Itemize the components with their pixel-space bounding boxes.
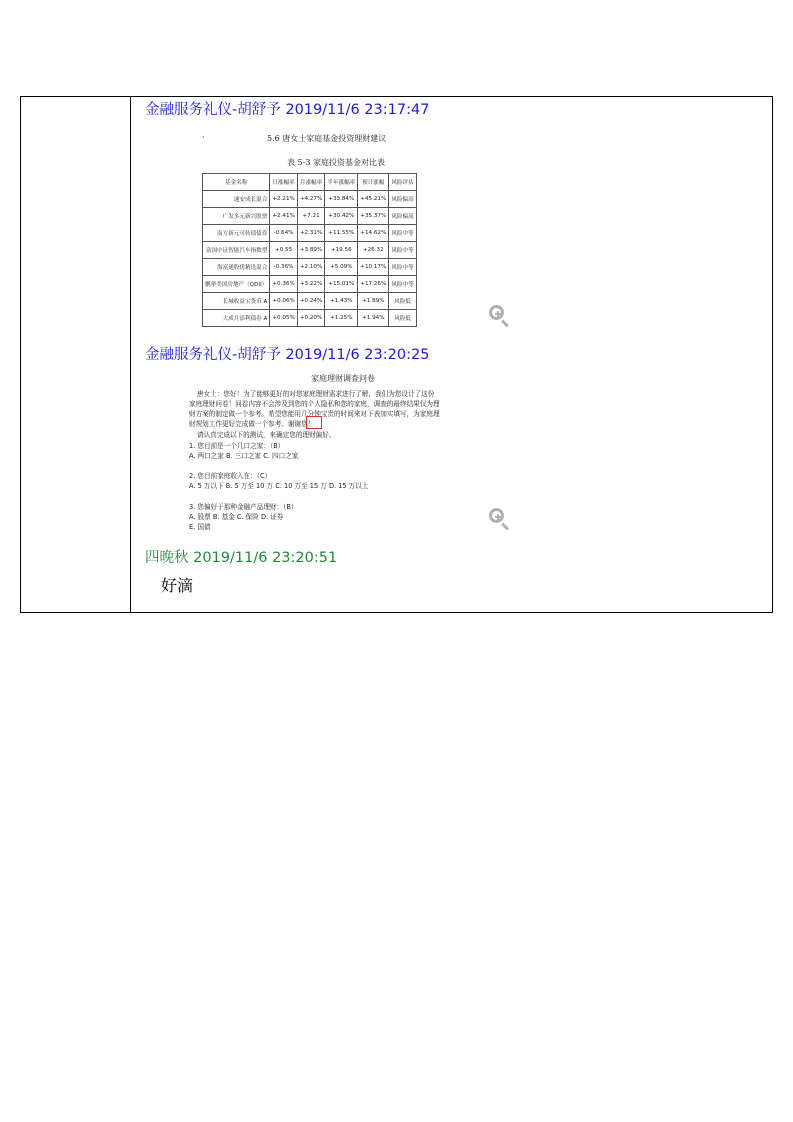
questionnaire-line: 3. 您偏好于那种金融产品理财：（B）	[189, 503, 298, 511]
zoom-in-icon[interactable]	[489, 305, 513, 329]
message-time: 2019/11/6 23:20:25	[285, 347, 430, 363]
highlight-box	[306, 416, 322, 429]
questionnaire-line: A. 股票 B. 基金 C. 保险 D. 证券	[189, 513, 284, 521]
table-row: 富国中证智能汽车指数型 +0.55 +3.89% +19.56 +26.32 风险中等	[203, 242, 417, 259]
message-time: 2019/11/6 23:17:47	[285, 102, 430, 118]
message-image-fund-table[interactable]: · 5.6 唐女士家庭基金投资理财建议 表 5-3 家庭投资基金对比表 基金名称 日涨幅率 月涨幅率 半年涨幅率 预计涨幅 风险评估 速安成长混合 +2.21% +4.27% +33.84% +45.21% 风险偏高 广发多元新兴股票 +2.41% +7.21 +30.42% +35.37% 风险偏高 南方新元可转债债券 -0.64% +2.31% +11.55% +14.62% 风险中等 富国中证智能汽车指数型 +0.55 +3.89% +19.56 +26.32 风险中等 海富通股优精选混合 -0.36% +2.10% +5.09% +10.17% 风险中等 鹏华美国房地产（QDII） +0.36% +3.22% +15.01% +17.26% 风险中等 长城收益宝货币 A +0.06% +0.24% +1.43% +1.89% 风险低 大成月添利债券 A +0.05% +0.20% +1.25% +1.94% 风险低	[169, 123, 516, 334]
questionnaire-line: 请认真完成以下的测试，来确定您的理财偏好。	[197, 431, 336, 439]
table-caption: 表 5-3 家庭投资基金对比表	[287, 158, 385, 167]
message-header	[145, 546, 337, 567]
questionnaire-line: 1. 您目前是一个几口之家：（B）	[189, 442, 285, 450]
sender-name: 金融服务礼仪-胡舒予	[145, 102, 281, 118]
zoom-in-icon[interactable]	[489, 508, 513, 532]
table-row: 鹏华美国房地产（QDII） +0.36% +3.22% +15.01% +17.26% 风险中等	[203, 276, 417, 293]
section-title: 5.6 唐女士家庭基金投资理财建议	[267, 134, 387, 143]
fund-comparison-table	[202, 173, 417, 327]
questionnaire-line: 家庭理财问卷！问卷内容不会涉及到您的个人隐私和您的家庭，调查的最终结果仅为理	[189, 400, 440, 408]
table-header-row: 基金名称 日涨幅率 月涨幅率 半年涨幅率 预计涨幅 风险评估	[203, 174, 417, 191]
questionnaire-title: 家庭理财调查问卷	[311, 374, 375, 383]
table-row: 速安成长混合 +2.21% +4.27% +33.84% +45.21% 风险偏高	[203, 191, 417, 208]
sender-name: 四晚秋	[145, 550, 189, 566]
questionnaire-line: 唐女士：您好！为了能够更好的对您家庭理财需求进行了解，我们为您设计了这份	[197, 390, 435, 398]
sender-name: 金融服务礼仪-胡舒予	[145, 347, 281, 363]
table-row: 海富通股优精选混合 -0.36% +2.10% +5.09% +10.17% 风险中等	[203, 259, 417, 276]
questionnaire-line: 财方案的制定做一个参考。希望您能用几分钟宝贵的时间来对下表加实填写，为家庭理	[189, 410, 440, 418]
message-image-questionnaire[interactable]	[169, 368, 516, 536]
message-header	[145, 343, 429, 364]
table-row: 广发多元新兴股票 +2.41% +7.21 +30.42% +35.37% 风险偏高	[203, 208, 417, 225]
chat-record-table	[20, 96, 773, 613]
table-row: 长城收益宝货币 A +0.06% +0.24% +1.43% +1.89% 风险低	[203, 293, 417, 310]
message-time: 2019/11/6 23:20:51	[193, 550, 338, 566]
questionnaire-line: A. 5 万以下 B. 5 万至 10 万 C. 10 万至 15 万 D. 15 万以上	[189, 482, 369, 490]
table-row: 大成月添利债券 A +0.05% +0.20% +1.25% +1.94% 风险低	[203, 310, 417, 327]
message-header	[145, 98, 429, 119]
questionnaire-line: A. 两口之家 B. 三口之家 C. 四口之家	[189, 452, 299, 460]
message-text: 好滴	[161, 576, 194, 595]
left-column	[21, 97, 131, 612]
questionnaire-line: 财规划工作更好完成做一个参考。谢谢您！	[189, 420, 315, 428]
questionnaire-line: E. 国债	[189, 523, 211, 531]
questionnaire-line: 2. 您目前家庭收入在：（C）	[189, 472, 272, 480]
table-row: 南方新元可转债债券 -0.64% +2.31% +11.55% +14.62% 风险中等	[203, 225, 417, 242]
